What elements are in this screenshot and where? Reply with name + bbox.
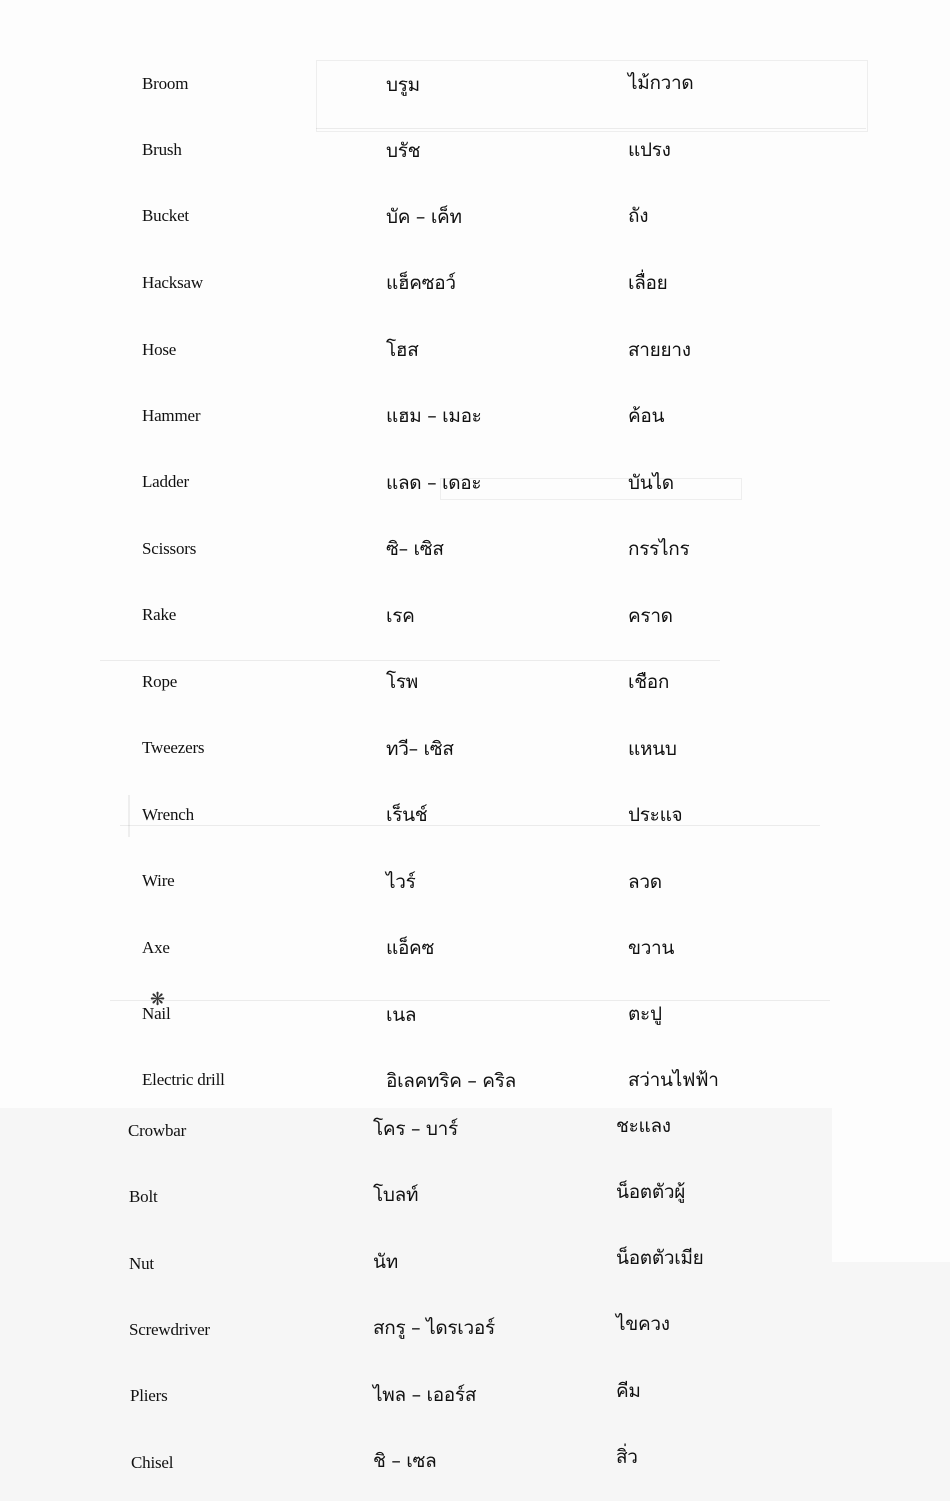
- vocab-row: [0, 337, 950, 377]
- thai-translation: สว่านไฟฟ้า: [628, 1069, 719, 1091]
- vocab-row: [0, 935, 950, 975]
- english-word: Broom: [142, 74, 189, 93]
- thai-translation: บันได: [628, 472, 674, 494]
- thai-translation: คราด: [628, 605, 673, 627]
- english-word: Hose: [142, 340, 177, 359]
- pronunciation: บัค – เค็ท: [386, 206, 462, 228]
- vocab-row: [0, 603, 950, 643]
- thai-translation: ค้อน: [628, 405, 665, 427]
- pronunciation: นัท: [373, 1251, 398, 1273]
- pronunciation: ไวร์: [386, 871, 416, 893]
- pronunciation: ไพล – เออร์ส: [373, 1384, 477, 1406]
- english-word: Chisel: [131, 1453, 174, 1472]
- pronunciation: เร็นช์: [386, 804, 428, 826]
- pronunciation: โบลท์: [373, 1184, 419, 1206]
- english-word: Rope: [142, 672, 178, 691]
- vocab-row: [0, 1313, 950, 1358]
- thai-translation: เชือก: [628, 671, 670, 693]
- english-word: Rake: [142, 605, 177, 624]
- bleed-through-line: [110, 1000, 830, 1001]
- vocab-row: [0, 869, 950, 909]
- thai-translation: น็อตตัวผู้: [616, 1181, 686, 1203]
- pronunciation: บรัช: [386, 140, 421, 162]
- thai-translation: ประแจ: [628, 804, 683, 826]
- vocab-row: [0, 137, 950, 177]
- english-word: Bucket: [142, 206, 189, 225]
- pronunciation: ชิ – เซล: [373, 1450, 437, 1472]
- thai-translation: แปรง: [628, 139, 671, 161]
- pronunciation: แฮม – เมอะ: [386, 405, 482, 427]
- thai-translation: แหนบ: [628, 738, 677, 760]
- pronunciation: แฮ็คซอว์: [386, 272, 456, 294]
- pronunciation: แลด – เดอะ: [386, 472, 482, 494]
- thai-translation: น็อตตัวเมีย: [616, 1247, 704, 1269]
- thai-translation: คีม: [616, 1380, 641, 1402]
- pronunciation: สกรู – ไดรเวอร์: [373, 1317, 495, 1339]
- english-word: Pliers: [130, 1386, 168, 1405]
- thai-translation: ไขควง: [616, 1313, 670, 1335]
- thai-translation: กรรไกร: [628, 538, 690, 560]
- english-word: Nut: [129, 1254, 154, 1273]
- english-word: Ladder: [142, 472, 189, 491]
- english-word: Nail: [142, 1004, 171, 1023]
- vocab-row: [0, 1247, 950, 1292]
- pronunciation: ซิ– เซิส: [386, 538, 444, 560]
- lower-sheet-scan: [0, 1108, 832, 1501]
- english-word: Electric drill: [142, 1070, 225, 1089]
- scribble-mark: ❋: [150, 989, 166, 1009]
- english-word: Wrench: [142, 805, 194, 824]
- english-word: Tweezers: [142, 738, 205, 757]
- thai-translation: ตะปู: [628, 1003, 662, 1025]
- english-word: Axe: [142, 938, 170, 957]
- english-word: Scissors: [142, 539, 197, 558]
- thai-translation: ถัง: [628, 205, 649, 227]
- thai-translation: ชะแลง: [616, 1115, 671, 1137]
- vocab-row: [0, 536, 950, 576]
- bleed-through-line: [316, 128, 866, 129]
- pronunciation: โฮส: [386, 339, 419, 361]
- vocab-row: [0, 270, 950, 310]
- thai-translation: สายยาง: [628, 339, 691, 361]
- thai-translation: ลวด: [628, 871, 662, 893]
- pronunciation: ทวี– เซิส: [386, 738, 454, 760]
- thai-translation: ไม้กวาด: [628, 72, 694, 94]
- pronunciation: เนล: [386, 1004, 417, 1026]
- english-word: Bolt: [129, 1187, 158, 1206]
- pronunciation: อิเลคทริค – คริล: [386, 1070, 516, 1092]
- bleed-through-line: [100, 660, 720, 661]
- vocab-row: [0, 669, 950, 709]
- english-word: Hammer: [142, 406, 201, 425]
- english-word: Wire: [142, 871, 175, 890]
- pronunciation: โคร – บาร์: [373, 1118, 458, 1140]
- vocab-row: [0, 1181, 950, 1225]
- english-word: Brush: [142, 140, 182, 159]
- pronunciation: บรูม: [386, 74, 420, 96]
- vocab-row: [0, 1446, 950, 1491]
- vocab-row: [0, 470, 950, 510]
- vocab-row: [0, 736, 950, 776]
- pronunciation: โรพ: [386, 671, 419, 693]
- vocab-row: [0, 403, 950, 443]
- vocab-row: [0, 203, 950, 243]
- english-word: Screwdriver: [129, 1320, 210, 1339]
- vocab-row: [0, 70, 950, 110]
- thai-translation: ขวาน: [628, 937, 675, 959]
- vocab-row: [0, 1002, 950, 1042]
- vocab-row: [0, 802, 950, 842]
- pronunciation: เรค: [386, 605, 415, 627]
- thai-translation: เลื่อย: [628, 272, 668, 294]
- thai-translation: สิ่ว: [616, 1446, 638, 1468]
- vocab-row: [0, 1115, 950, 1159]
- english-word: Hacksaw: [142, 273, 203, 292]
- vocab-row: [0, 1068, 950, 1108]
- pronunciation: แอ็คซ: [386, 937, 435, 959]
- vocab-row: [0, 1380, 950, 1425]
- english-word: Crowbar: [128, 1121, 187, 1140]
